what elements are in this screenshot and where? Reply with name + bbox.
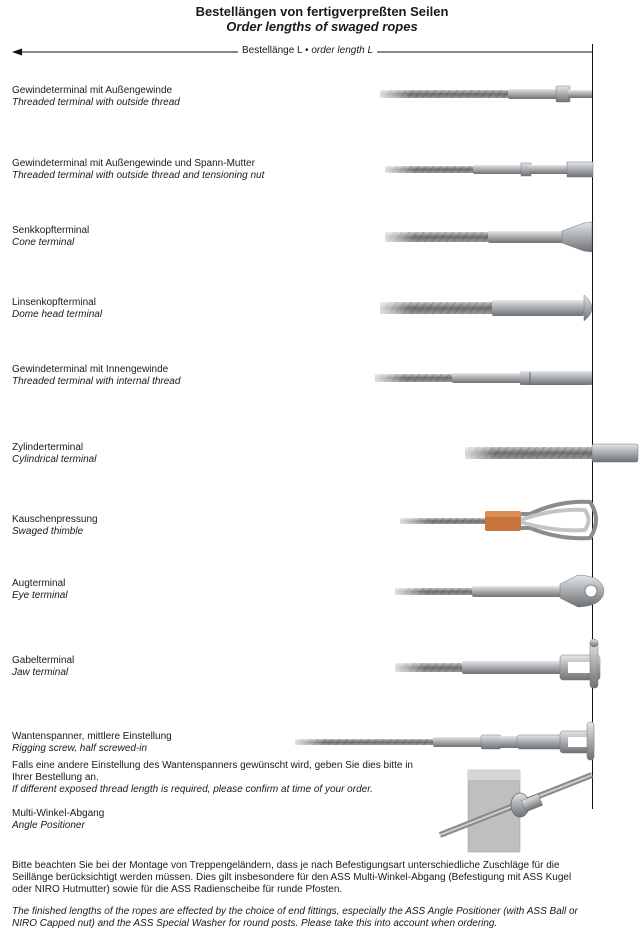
- dimension-label-de: Bestellänge L: [242, 45, 303, 56]
- jaw-terminal-icon: [385, 639, 600, 688]
- note-en: If different exposed thread length is required, please confirm at time of your order.: [12, 784, 373, 795]
- row-label-de: Gewindeterminal mit Innengewinde: [12, 364, 169, 375]
- footer-de-line3: oder NIRO Hutmutter) sowie für die ASS Radienscheibe für runde Pfosten.: [12, 884, 343, 895]
- row-label-en: Rigging screw, half screwed-in: [12, 743, 148, 754]
- title-german: Bestellängen von fertigverpreßten Seilen: [195, 4, 449, 19]
- threaded-terminal-nut-icon: [375, 160, 593, 178]
- title-english: Order lengths of swaged ropes: [226, 19, 418, 34]
- row-label-de: Wantenspanner, mittlere Einstellung: [12, 731, 172, 742]
- row-label-en: Cylindrical terminal: [12, 454, 97, 465]
- row-label-en: Threaded terminal with outside thread and tensioning nut: [12, 170, 265, 181]
- rigging-screw-icon: [285, 722, 594, 760]
- dimension-label-en: order length L: [311, 45, 374, 56]
- row-label-de: Zylinderterminal: [12, 442, 84, 453]
- footer-de-line2: Seillänge berücksichtigt werden müssen. Dies gilt insbesondere für den ASS Multi-Winkel-Abgang (Befestigung mit ASS Kugel: [12, 872, 572, 883]
- note-de-line1: Falls eine andere Einstellung des Wantenspanners gewünscht wird, geben Sie dies bitte in: [12, 760, 413, 771]
- row-label-en: Threaded terminal with internal thread: [12, 376, 181, 387]
- cone-terminal-icon: [375, 222, 592, 252]
- row-label-en: Eye terminal: [12, 590, 68, 601]
- row-label-de: Augterminal: [12, 578, 66, 589]
- row-label-de: Senkkopfterminal: [12, 225, 90, 236]
- footer-de-line1: Bitte beachten Sie bei der Montage von Treppengeländern, dass je nach Befestigungsart unterschiedliche Zuschläge für die: [12, 860, 560, 871]
- note-de-line2: Ihrer Bestellung an.: [12, 772, 99, 783]
- internal-thread-terminal-icon: [365, 368, 592, 388]
- row-label-en: Cone terminal: [12, 237, 75, 248]
- threaded-terminal-icon: [370, 86, 592, 102]
- row-label-de: Multi-Winkel-Abgang: [12, 808, 105, 819]
- row-label-de: Gewindeterminal mit Außengewinde: [12, 85, 173, 96]
- eye-terminal-icon: [385, 575, 604, 607]
- row-label-en: Swaged thimble: [12, 526, 84, 537]
- footer-en: [12, 906, 637, 930]
- row-label-de: Linsenkopfterminal: [12, 297, 96, 308]
- row-label-en: Threaded terminal with outside thread: [12, 97, 180, 108]
- footer-en-line2: NIRO Capped nut) and the ASS Special Washer for round posts. Please take this into account when ordering.: [12, 918, 498, 929]
- swaged-thimble-icon: [390, 502, 596, 539]
- cylindrical-terminal-icon: [455, 442, 638, 464]
- dimension-separator: •: [305, 45, 309, 56]
- row-label-en: Angle Positioner: [12, 820, 85, 831]
- row-label-de: Kauschenpressung: [12, 514, 98, 525]
- dome-terminal-icon: [370, 295, 592, 321]
- footer-de: [12, 860, 637, 896]
- row-label-en: Dome head terminal: [12, 309, 103, 320]
- row-label-de: Gewindeterminal mit Außengewinde und Spann-Mutter: [12, 158, 255, 169]
- footer-en-line1: The finished lengths of the ropes are effected by the choice of end fittings, especially the ASS Angle Positioner (with ASS Ball or: [12, 906, 578, 917]
- row-label-en: Jaw terminal: [12, 667, 69, 678]
- angle-positioner-icon: [440, 770, 592, 852]
- row-label-de: Gabelterminal: [12, 655, 75, 666]
